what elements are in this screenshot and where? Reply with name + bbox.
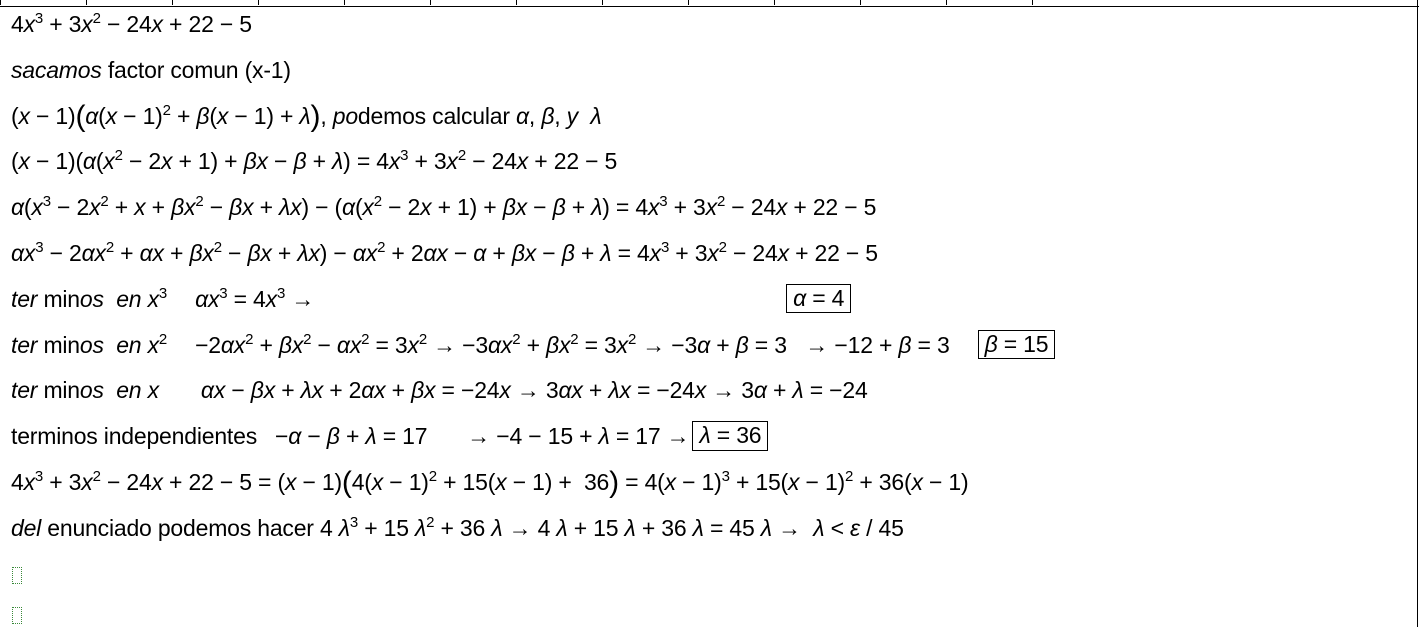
doc-line-11: $4x^3 + 3x^2 - 24x + 22 - 5 = (x - 1)(4(x - 1)^2 + 15(x - 1) + 36) = 4(x - 1)^3 + 15(x - 1)^2 + 36(x - 1)$ [11,465,969,499]
result-lambda-box: λ = 36 [692,421,768,451]
doc-empty-line-1[interactable] [11,562,1407,602]
math-document[interactable] [11,12,1407,642]
doc-line-3: $(x - 1)(\alpha(x - 1)^2 + \beta(x - 1) + \lambda)$, podemos calcular α, β, y λ [11,99,602,133]
doc-line-2: sacamos factor comun (x-1) [11,56,291,83]
empty-line-marker-icon [12,607,22,624]
doc-line-4: $(x - 1)(\alpha(x^2 - 2x + 1) + \beta x - \beta + \lambda) = 4x^3 + 3x^2 - 24x + 22 - 5$ [11,147,618,175]
doc-line-7: ter minos en $x^3$ $\alpha x^3 = 4x^3$ → α = 4 [11,287,1407,333]
result-alpha-box: α = 4 [786,284,851,314]
doc-line-5: $\alpha(x^3 - 2x^2 + x + \beta x^2 - \beta x + \lambda x) - (\alpha(x^2 - 2x + 1) + \beta x - \beta + \lambda) = 4x^3 + 3x^2 - 24x + 22 - 5$ [11,193,877,221]
doc-empty-line-2[interactable] [11,602,1407,642]
page-right-border [1417,0,1418,627]
empty-line-marker-icon [12,567,22,584]
doc-line-12: del enunciado podemos hacer 4 $\lambda^3 + 15$ $\lambda^2 + 36$ λ → 4 λ + 15 λ + 36 λ = 45 λ → λ < ε / 45 [11,513,904,541]
doc-line-9: ter minos en x αx − βx + λx + 2αx + βx = −24x → 3αx + λx = −24x → 3α + λ = −24 [11,377,868,404]
doc-line-1: $4x^3 + 3x^2 - 24x + 22 - 5$ [11,10,252,37]
top-ruler [0,0,1419,7]
doc-line-6: $\alpha x^3 - 2\alpha x^2 + \alpha x + \beta x^2 - \beta x + \lambda x) - \alpha x^2 + 2\alpha x - \alpha + \beta x - \beta + \lambda = 4x^3 + 3x^2 - 24x + 22 - 5$ [11,238,878,266]
doc-line-10: terminos independientes −α − β + λ = 17 → −4 − 15 + λ = 17 → λ = 36 [11,424,1407,470]
result-beta-box: β = 15 [978,330,1056,360]
doc-line-8: ter minos en $x^2$ $-2\alpha x^2 + \beta x^2 - \alpha x^2 = 3x^2 \to -3\alpha x^2 + \beta x^2 = 3x^2 \to -3\alpha + \beta = 3 \to -12 + \beta = 3$ β = 15 [11,333,1407,379]
